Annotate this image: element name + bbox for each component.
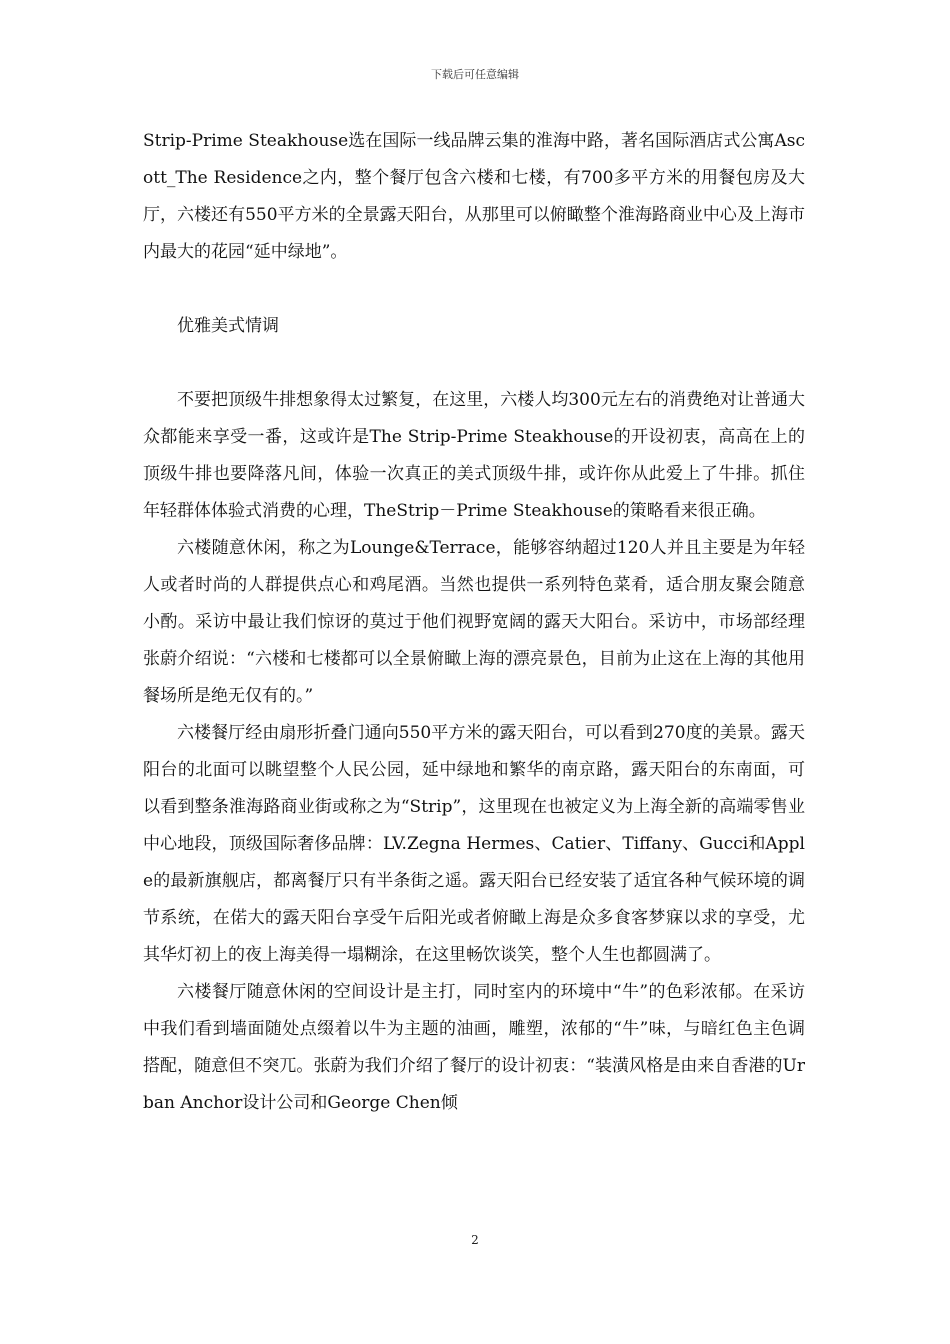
page-header: 下载后可任意编辑 (431, 68, 519, 81)
paragraph-lounge-terrace: 六楼随意休闲，称之为Lounge&Terrace，能够容纳超过120人并且主要是为年轻人或者时尚的人群提供点心和鸡尾酒。当然也提供一系列特色菜肴，适合朋友聚会随意小酌。采访中最让我们惊讶的莫过于他们视野宽阔的露天大阳台。采访中，市场部经理张蔚介绍说：“六楼和七楼都可以全景俯瞰上海的漂亮景色，目前为止这在上海的其他用餐场所是绝无仅有的。” (143, 538, 805, 706)
paragraph-terrace-view: 六楼餐厅经由扇形折叠门通向550平方米的露天阳台，可以看到270度的美景。露天阳台的北面可以眺望整个人民公园，延中绿地和繁华的南京路，露天阳台的东南面，可以看到整条淮海路商业街或称之为“Strip”，这里现在也被定义为上海全新的高端零售业中心地段，顶级国际奢侈品牌：LV.Zegna Hermes、Catier、Tiffany、Gucci和Apple的最新旗舰店，都离餐厅只有半条街之遥。露天阳台已经安装了适宜各种气候环境的调节系统，在偌大的露天阳台享受午后阳光或者俯瞰上海是众多食客梦寐以求的享受，尤其华灯初上的夜上海美得一塌糊涂，在这里畅饮谈笑，整个人生也都圆满了。 (143, 723, 805, 965)
document-body (143, 123, 805, 1122)
paragraph-steak-price: 不要把顶级牛排想象得太过繁复，在这里，六楼人均300元左右的消费绝对让普通大众都能来享受一番，这或许是The Strip-Prime Steakhouse的开设初衷，高高在上的顶级牛排也要降落凡间，体验一次真正的美式顶级牛排，或许你从此爱上了牛排。抓住年轻群体体验式消费的心理，TheStrip－Prime Steakhouse的策略看来很正确。 (143, 390, 805, 521)
paragraph-intro: Strip-Prime Steakhouse选在国际一线品牌云集的淮海中路，著名国际酒店式公寓Ascott_The Residence之内，整个餐厅包含六楼和七楼，有700多平方米的用餐包房及大厅，六楼还有550平方米的全景露天阳台，从那里可以俯瞰整个淮海路商业中心及上海市内最大的花园“延中绿地”。 (143, 131, 805, 262)
paragraph-interior-design: 六楼餐厅随意休闲的空间设计是主打，同时室内的环境中“牛”的色彩浓郁。在采访中我们看到墙面随处点缀着以牛为主题的油画，雕塑，浓郁的“牛”味，与暗红色主色调搭配，随意但不突兀。张蔚为我们介绍了餐厅的设计初衷：“装潢风格是由来自香港的Urban Anchor设计公司和George Chen倾 (143, 982, 805, 1113)
section-heading: 优雅美式情调 (177, 316, 279, 336)
page-number: 2 (471, 1233, 479, 1247)
